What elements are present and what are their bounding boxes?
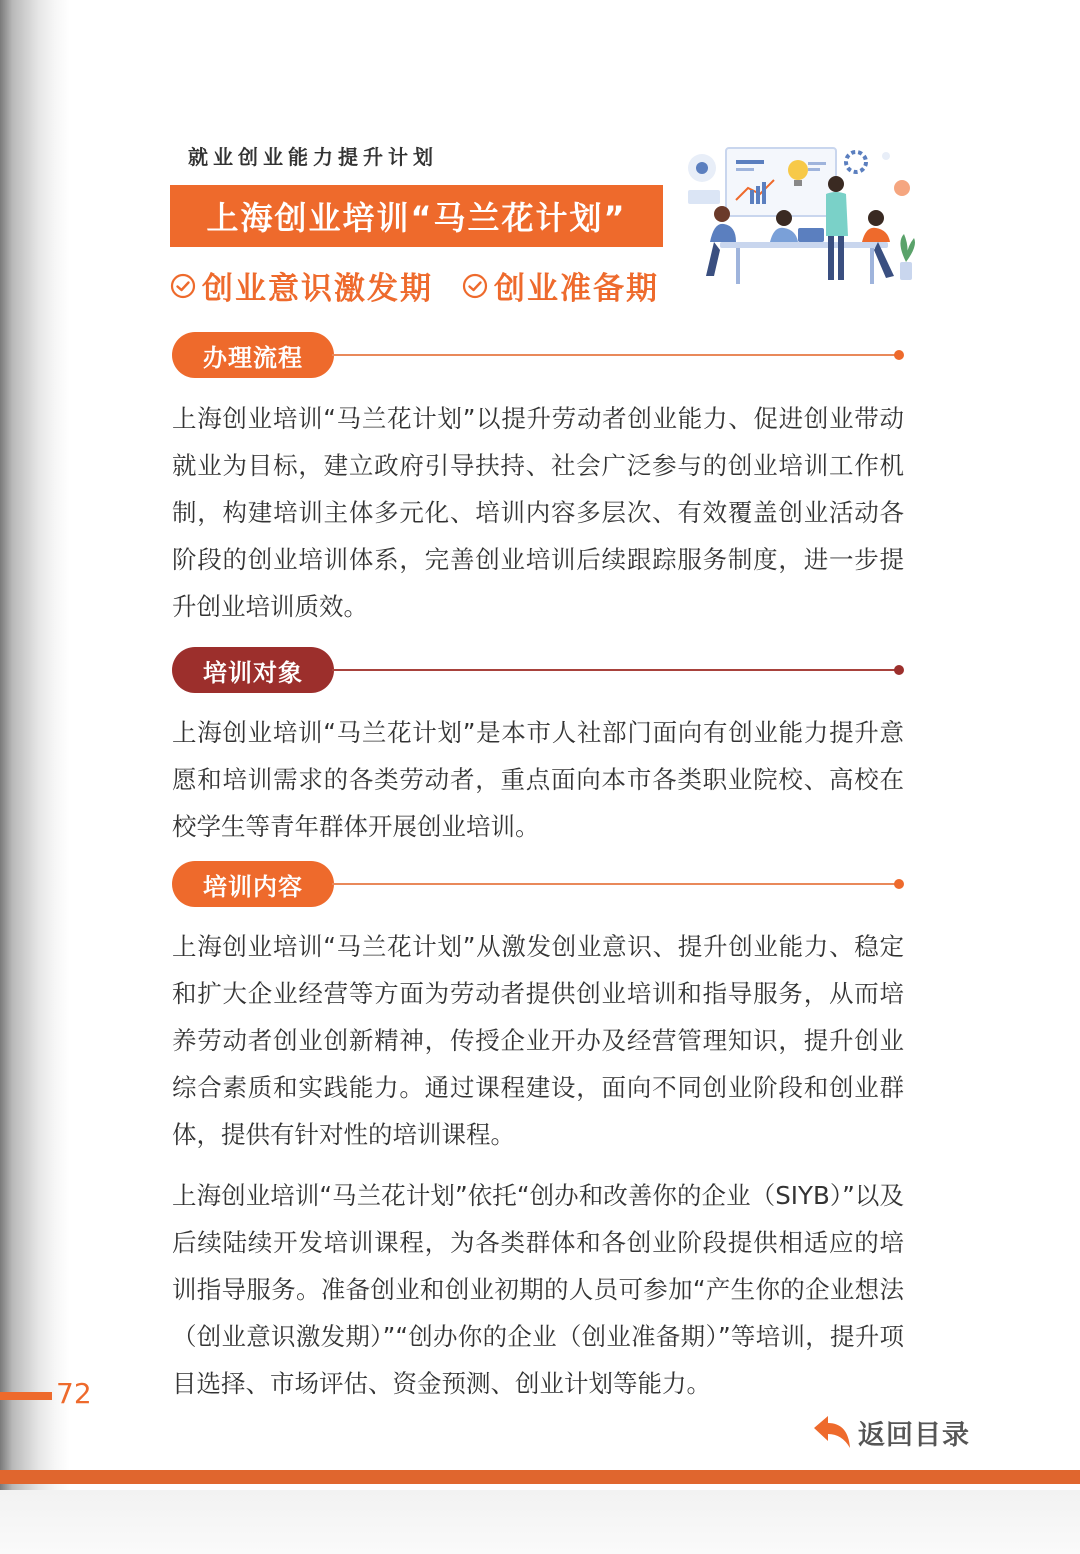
section-heading: 办理流程: [172, 332, 334, 378]
section-divider: [332, 883, 898, 885]
page-bottom-shadow: [0, 1490, 1080, 1554]
section-header-target: [172, 647, 904, 693]
phase-label: 创业准备期: [494, 271, 659, 307]
section-divider: [332, 669, 898, 671]
page-binding-shadow: [0, 0, 70, 1554]
return-arrow-icon: [810, 1412, 854, 1452]
phase-tag-2: [462, 263, 659, 308]
section-paragraph: 上海创业培训“马兰花计划”以提升劳动者创业能力、促进创业带动就业为目标，建立政府引导扶持、社会广泛参与的创业培训工作机制，构建培训主体多元化、培训内容多层次、有效覆盖创业活动各阶段的创业培训体系，完善创业培训后续跟踪服务制度，进一步提升创业培训质效。: [172, 404, 904, 621]
section-heading: 培训对象: [172, 647, 334, 693]
section-divider: [332, 354, 898, 356]
section-divider-dot: [894, 879, 904, 889]
footer-band: [0, 1470, 1080, 1484]
section-paragraph: 上海创业培训“马兰花计划”依托“创办和改善你的企业（SIYB）”以及后续陆续开发培训课程，为各类群体和各创业阶段提供相适应的培训指导服务。准备创业和创业初期的人员可参加“产生你的企业想法（创业意识激发期）”“创办你的企业（创业准备期）”等培训，提升项目选择、市场评估、资金预测、创业计划等能力。: [172, 1181, 904, 1398]
page-number: 72: [56, 1377, 92, 1410]
document-title: [170, 185, 663, 247]
back-to-contents-button[interactable]: [810, 1412, 970, 1452]
back-to-contents-label: 返回目录: [858, 1419, 970, 1451]
section-paragraph: 上海创业培训“马兰花计划”是本市人社部门面向有创业能力提升意愿和培训需求的各类劳动者，重点面向本市各类职业院校、高校在校学生等青年群体开展创业培训。: [172, 718, 904, 841]
section-divider-dot: [894, 350, 904, 360]
section-heading: 培训内容: [172, 861, 334, 907]
section-header-process: [172, 332, 904, 378]
phase-tag-1: [170, 263, 433, 308]
section-divider-dot: [894, 665, 904, 675]
page-number-bar: [0, 1392, 52, 1400]
document-title-text: 上海创业培训“马兰花计划”: [206, 199, 627, 237]
check-circle-icon: [462, 273, 488, 299]
check-circle-icon: [170, 273, 196, 299]
section-header-content: [172, 861, 904, 907]
phase-label: 创业意识激发期: [202, 271, 433, 307]
section-paragraph: 上海创业培训“马兰花计划”从激发创业意识、提升创业能力、稳定和扩大企业经营等方面为劳动者提供创业培训和指导服务，从而培养劳动者创业创新精神，传授企业开办及经营管理知识，提升创业综合素质和实践能力。通过课程建设，面向不同创业阶段和创业群体，提供有针对性的培训课程。: [172, 932, 904, 1149]
document-subtitle: 就业创业能力提升计划: [188, 145, 438, 169]
team-meeting-illustration: [680, 138, 920, 288]
